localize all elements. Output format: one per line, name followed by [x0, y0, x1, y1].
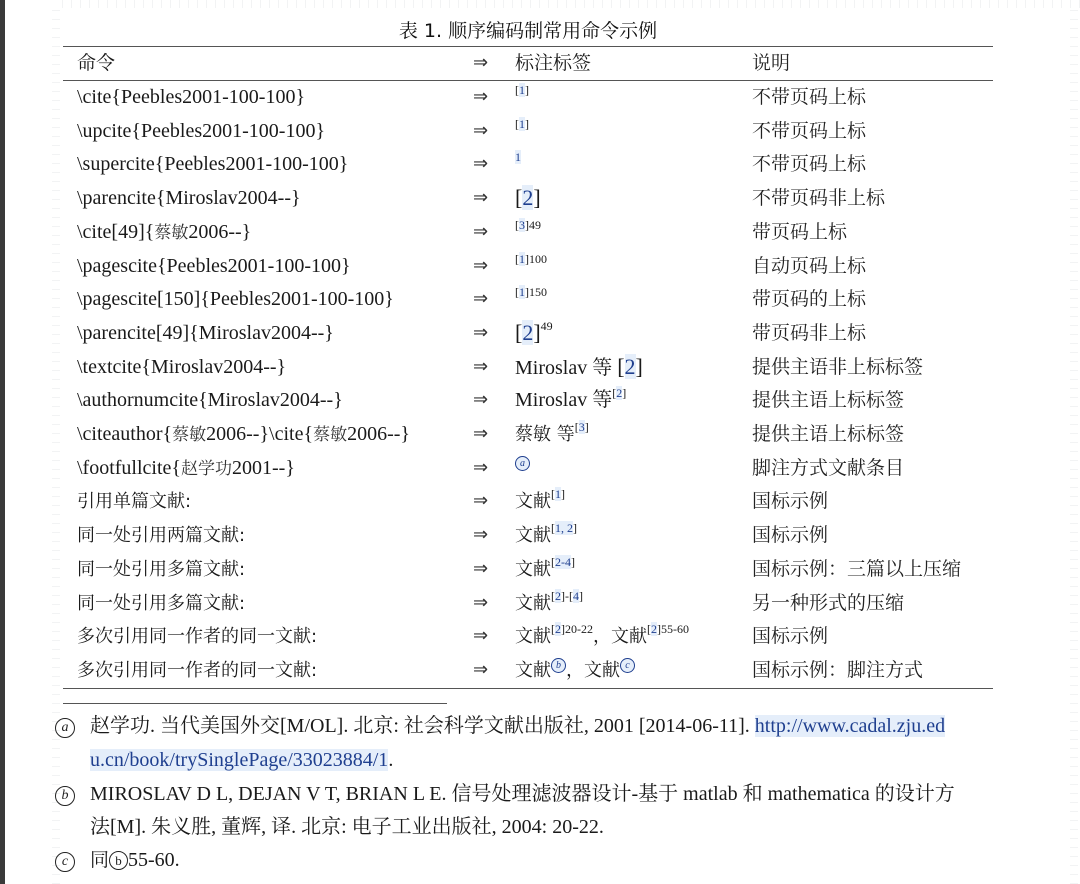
citation-bracket: ]	[584, 420, 589, 434]
footnote-a-url-part1[interactable]: http://www.cadal.zju.ed	[754, 715, 946, 737]
page-number: 150	[529, 285, 547, 300]
table-row	[63, 352, 993, 382]
citation-link[interactable]: 1	[555, 487, 561, 502]
label-text: 蔡敏 等	[515, 424, 575, 445]
table-row	[63, 453, 993, 483]
table-row	[63, 82, 993, 112]
implies-arrow-icon: ⇒	[473, 423, 489, 444]
citation-bracket: [	[515, 285, 519, 300]
label-cell	[515, 419, 589, 450]
header-command: 命令	[77, 52, 116, 74]
page-number: 100	[529, 251, 547, 266]
citation-bracket: ]	[525, 83, 529, 97]
citation-bracket: ]	[573, 521, 577, 536]
citation-mark	[515, 285, 529, 299]
citation-mark	[515, 185, 541, 210]
label-text: 文献	[515, 592, 551, 614]
command-cell	[77, 385, 343, 415]
label-cell	[515, 217, 541, 247]
command-text: 多次引用同一作者的同一文献:	[77, 626, 318, 648]
citation-bracket: [	[551, 622, 555, 637]
implies-arrow-icon: ⇒	[473, 254, 489, 276]
description-cell: 不带页码上标	[752, 86, 867, 108]
command-cell	[77, 588, 245, 619]
label-text: Miroslav 等	[515, 356, 618, 379]
citation-bracket: ]	[561, 487, 565, 502]
footnote-marker-a-icon: a	[55, 718, 75, 738]
citation-bracket: [	[551, 588, 555, 603]
label-cell	[515, 588, 583, 619]
command-cell	[77, 554, 245, 585]
command-text: \parencite{Miroslav2004--}	[77, 187, 301, 210]
description-cell: 提供主语上标标签	[752, 389, 905, 412]
table-row	[63, 385, 993, 415]
footnote-a-url-part2[interactable]: u.cn/book/trySinglePage/33023884/1	[90, 749, 389, 771]
citation-mark	[551, 487, 565, 501]
citation-mark	[515, 150, 521, 164]
citation-bracket: ]	[579, 588, 583, 603]
command-cell	[77, 453, 295, 484]
citation-link[interactable]: 1	[519, 285, 525, 300]
command-cell	[77, 486, 191, 517]
command-text: 同一处引用多篇文献:	[77, 592, 246, 614]
label-cell	[515, 116, 529, 146]
description-cell: 脚注方式文献条目	[752, 456, 905, 479]
page-number: 55-60	[661, 622, 689, 637]
citation-link[interactable]: 2	[616, 386, 623, 401]
citation-mark	[647, 622, 661, 636]
header-label: 标注标签	[515, 52, 592, 74]
footnote-a-text: 赵学功. 当代美国外交[M/OL]. 北京: 社会科学文献出版社, 2001 [2014-06-11].	[90, 715, 755, 737]
label-text: ，文献	[566, 659, 620, 681]
table-header-rule	[63, 80, 993, 81]
footnote-a-period: .	[388, 749, 394, 771]
label-cell	[515, 486, 565, 517]
citation-bracket: [	[551, 521, 555, 536]
right-ruler	[1070, 10, 1078, 884]
command-cell	[77, 621, 317, 652]
citation-link[interactable]: 2	[555, 622, 561, 637]
command-text: \pagescite[150]{Peebles2001-100-100}	[77, 288, 394, 311]
footnote-a	[55, 709, 1045, 779]
citation-bracket: ]	[525, 116, 529, 131]
citation-mark	[612, 386, 626, 400]
page-number: 20-22	[565, 622, 593, 637]
implies-arrow-icon: ⇒	[473, 591, 489, 613]
implies-arrow-icon: ⇒	[473, 524, 489, 546]
footnote-separator	[63, 703, 447, 704]
label-cell	[515, 453, 530, 483]
implies-arrow-icon: ⇒	[473, 288, 489, 310]
implies-arrow-icon: ⇒	[473, 119, 489, 141]
label-text: ，文献	[593, 626, 647, 648]
table-row	[63, 621, 993, 651]
label-cell	[515, 554, 575, 585]
label-cell	[515, 385, 626, 415]
implies-arrow-icon: ⇒	[473, 220, 489, 242]
implies-arrow-icon: ⇒	[473, 456, 489, 478]
description-cell: 不带页码上标	[752, 119, 867, 142]
command-key-cjk: 蔡敏	[154, 222, 189, 243]
label-text: Miroslav 等	[515, 389, 613, 412]
table-row	[63, 520, 993, 550]
command-prefix: \citeauthor{	[77, 423, 173, 445]
citation-bracket: ]	[571, 554, 575, 569]
citation-bracket: ]	[533, 185, 541, 211]
citation-bracket: ]	[533, 319, 541, 345]
citation-bracket: ]	[525, 251, 529, 266]
label-cell	[515, 251, 547, 281]
table-row	[63, 419, 993, 449]
table-row	[63, 588, 993, 618]
label-cell	[515, 520, 577, 551]
citation-link[interactable]: 1	[515, 150, 521, 165]
footnote-b-line1: MIROSLAV D L, DEJAN V T, BRIAN L E. 信号处理滤波器设计-基于 matlab 和 mathematica 的设计方	[90, 783, 955, 805]
citation-bracket: ]	[561, 622, 565, 637]
footnote-c	[55, 843, 1045, 879]
command-text: \supercite{Peebles2001-100-100}	[77, 153, 349, 176]
citation-mark	[515, 83, 529, 97]
citation-bracket: ]	[635, 353, 643, 379]
citation-bracket: [	[647, 622, 651, 637]
citation-bracket: [	[612, 386, 617, 401]
command-cell	[77, 251, 351, 281]
citation-mark	[551, 555, 575, 569]
table-row	[63, 486, 993, 516]
table-row	[63, 149, 993, 179]
description-cell: 国标示例：三篇以上压缩	[752, 557, 962, 580]
table-row	[63, 217, 993, 247]
label-text: 文献	[515, 626, 551, 648]
citation-bracket: [	[617, 353, 625, 379]
command-key-cjk: 蔡敏	[313, 425, 348, 445]
table-row	[63, 116, 993, 146]
label-cell	[515, 352, 643, 383]
label-cell	[515, 284, 547, 314]
citation-bracket: ]-[	[561, 588, 573, 603]
implies-arrow-icon: ⇒	[473, 355, 489, 377]
description-cell: 不带页码非上标	[752, 187, 886, 210]
citation-link[interactable]: 1, 2	[555, 521, 573, 536]
label-cell	[515, 149, 521, 179]
command-suffix: 2006--}	[188, 220, 252, 243]
command-text: \pagescite{Peebles2001-100-100}	[77, 254, 351, 277]
citation-mark	[515, 117, 529, 131]
footnote-mark-c-icon[interactable]: c	[620, 658, 635, 673]
citation-mark	[515, 320, 541, 345]
description-cell: 带页码上标	[752, 220, 848, 243]
description-cell: 提供主语上标标签	[752, 423, 905, 445]
citation-link[interactable]: 3	[519, 217, 525, 232]
command-cell	[77, 217, 251, 248]
implies-arrow-icon: ⇒	[473, 389, 489, 411]
citation-link[interactable]: 1	[519, 83, 525, 97]
description-cell: 国标示例	[752, 625, 829, 648]
table-caption: 表 1. 顺序编码制常用命令示例	[398, 20, 658, 42]
citation-bracket: ]	[525, 217, 529, 232]
citation-mark	[515, 252, 529, 266]
command-prefix: \footfullcite{	[77, 456, 182, 479]
label-cell	[515, 183, 541, 214]
command-cell	[77, 284, 394, 314]
citation-link[interactable]: 2	[522, 319, 534, 345]
command-mid: 2006--}\cite{	[206, 423, 314, 445]
label-cell	[515, 621, 689, 652]
table-row	[63, 284, 993, 314]
table-row	[63, 318, 993, 348]
footnote-c-line1	[90, 843, 180, 877]
label-text: 文献	[515, 659, 551, 681]
footnote-a-line1	[90, 709, 945, 743]
footnote-mark-a-icon[interactable]: a	[515, 456, 530, 471]
citation-link[interactable]: 2-4	[555, 554, 571, 569]
implies-arrow-icon: ⇒	[473, 321, 489, 343]
description-cell: 不带页码上标	[752, 153, 867, 176]
label-text: 文献	[515, 525, 551, 547]
command-text: 引用单篇文献:	[77, 491, 192, 513]
table-header-row	[63, 48, 993, 78]
citation-link[interactable]: 2	[651, 622, 657, 637]
citation-bracket: [	[515, 217, 519, 232]
footnote-b	[55, 777, 1045, 847]
command-cell	[77, 149, 348, 179]
label-cell	[515, 655, 635, 686]
description-cell: 带页码非上标	[752, 321, 867, 344]
command-text: 多次引用同一作者的同一文献:	[77, 659, 318, 681]
implies-arrow-icon: ⇒	[473, 557, 489, 579]
citation-bracket: [	[515, 116, 519, 131]
command-text: \cite{Peebles2001-100-100}	[77, 86, 306, 108]
citation-link[interactable]: 2	[555, 588, 561, 603]
footnote-c-pages: 55-60.	[128, 849, 180, 871]
command-cell	[77, 352, 286, 382]
citation-bracket: ]	[525, 285, 529, 300]
command-cell	[77, 655, 317, 686]
table-row	[63, 554, 993, 584]
command-cell	[77, 318, 334, 348]
command-text: 同一处引用多篇文献:	[77, 558, 246, 580]
implies-arrow-icon: ⇒	[473, 625, 489, 647]
command-suffix: 2006--}	[347, 423, 410, 445]
command-cell	[77, 520, 245, 551]
citation-bracket: [	[551, 554, 555, 569]
table-bottom-rule	[63, 688, 993, 689]
command-cell	[77, 419, 410, 450]
command-text: \upcite{Peebles2001-100-100}	[77, 119, 326, 142]
table-row	[63, 251, 993, 281]
header-arrow-icon: ⇒	[473, 52, 489, 73]
citation-mark	[551, 622, 565, 636]
description-cell: 带页码的上标	[752, 288, 867, 311]
implies-arrow-icon: ⇒	[473, 153, 489, 175]
implies-arrow-icon: ⇒	[473, 490, 489, 512]
header-description: 说明	[752, 52, 791, 74]
command-text: \parencite[49]{Miroslav2004--}	[77, 321, 334, 344]
top-ruler	[62, 0, 1080, 8]
command-text: \authornumcite{Miroslav2004--}	[77, 389, 343, 412]
description-cell: 另一种形式的压缩	[752, 591, 905, 614]
label-text: 文献	[515, 491, 551, 513]
description-cell: 国标示例	[752, 490, 829, 513]
citation-link[interactable]: 2	[624, 353, 636, 379]
citation-link[interactable]: 2	[522, 185, 534, 211]
citation-bracket: ]	[622, 386, 627, 401]
footnote-marker-b-icon: b	[55, 786, 75, 806]
command-cell	[77, 183, 301, 213]
citation-mark	[617, 354, 643, 379]
citation-bracket: [	[515, 185, 523, 211]
label-text: 文献	[515, 558, 551, 580]
citation-mark	[551, 589, 583, 603]
citation-link[interactable]: 4	[573, 588, 579, 603]
description-cell: 国标示例	[752, 524, 829, 547]
table-row	[63, 655, 993, 685]
citation-mark	[551, 521, 577, 535]
description-cell: 国标示例：脚注方式	[752, 658, 924, 681]
implies-arrow-icon: ⇒	[473, 187, 489, 209]
citation-bracket: [	[551, 487, 555, 502]
citation-bracket: ]	[657, 622, 661, 637]
footnote-b-line2: 法[M]. 朱义胜, 董辉, 译. 北京: 电子工业出版社, 2004: 20-22.	[90, 816, 604, 838]
table-row	[63, 183, 993, 213]
command-prefix: \cite[49]{	[77, 220, 155, 243]
command-suffix: 2001--}	[232, 456, 295, 479]
implies-arrow-icon: ⇒	[473, 86, 489, 107]
label-cell	[515, 82, 529, 112]
table-top-rule	[63, 46, 993, 47]
citation-bracket: [	[515, 251, 519, 266]
command-cell	[77, 116, 325, 146]
citation-bracket: [	[515, 83, 519, 97]
citation-bracket: [	[574, 420, 579, 434]
citation-link[interactable]: 1	[519, 251, 525, 266]
command-cell	[77, 82, 305, 112]
command-text: 同一处引用两篇文献:	[77, 525, 246, 547]
page-number: 49	[540, 318, 553, 333]
footnote-mark-b-icon[interactable]: b	[551, 658, 566, 673]
citation-bracket: [	[515, 319, 523, 345]
page-number: 49	[529, 217, 541, 232]
command-key-cjk: 蔡敏	[172, 425, 207, 445]
footnote-marker-c-icon: c	[55, 852, 75, 872]
citation-link[interactable]: 1	[519, 116, 525, 131]
citation-mark	[515, 218, 529, 232]
citation-link[interactable]: 3	[578, 420, 585, 434]
footnote-c-prefix: 同	[90, 849, 110, 871]
command-text: \textcite{Miroslav2004--}	[77, 355, 287, 378]
implies-arrow-icon: ⇒	[473, 658, 489, 680]
label-cell	[515, 318, 553, 349]
description-cell: 自动页码上标	[752, 254, 867, 277]
command-key-cjk: 赵学功	[181, 458, 233, 479]
footnote-a-line2	[90, 743, 393, 777]
footnote-c-ref-b-icon: b	[109, 851, 128, 870]
window-edge	[0, 0, 5, 884]
description-cell: 提供主语非上标标签	[752, 355, 924, 378]
citation-mark	[575, 420, 589, 434]
